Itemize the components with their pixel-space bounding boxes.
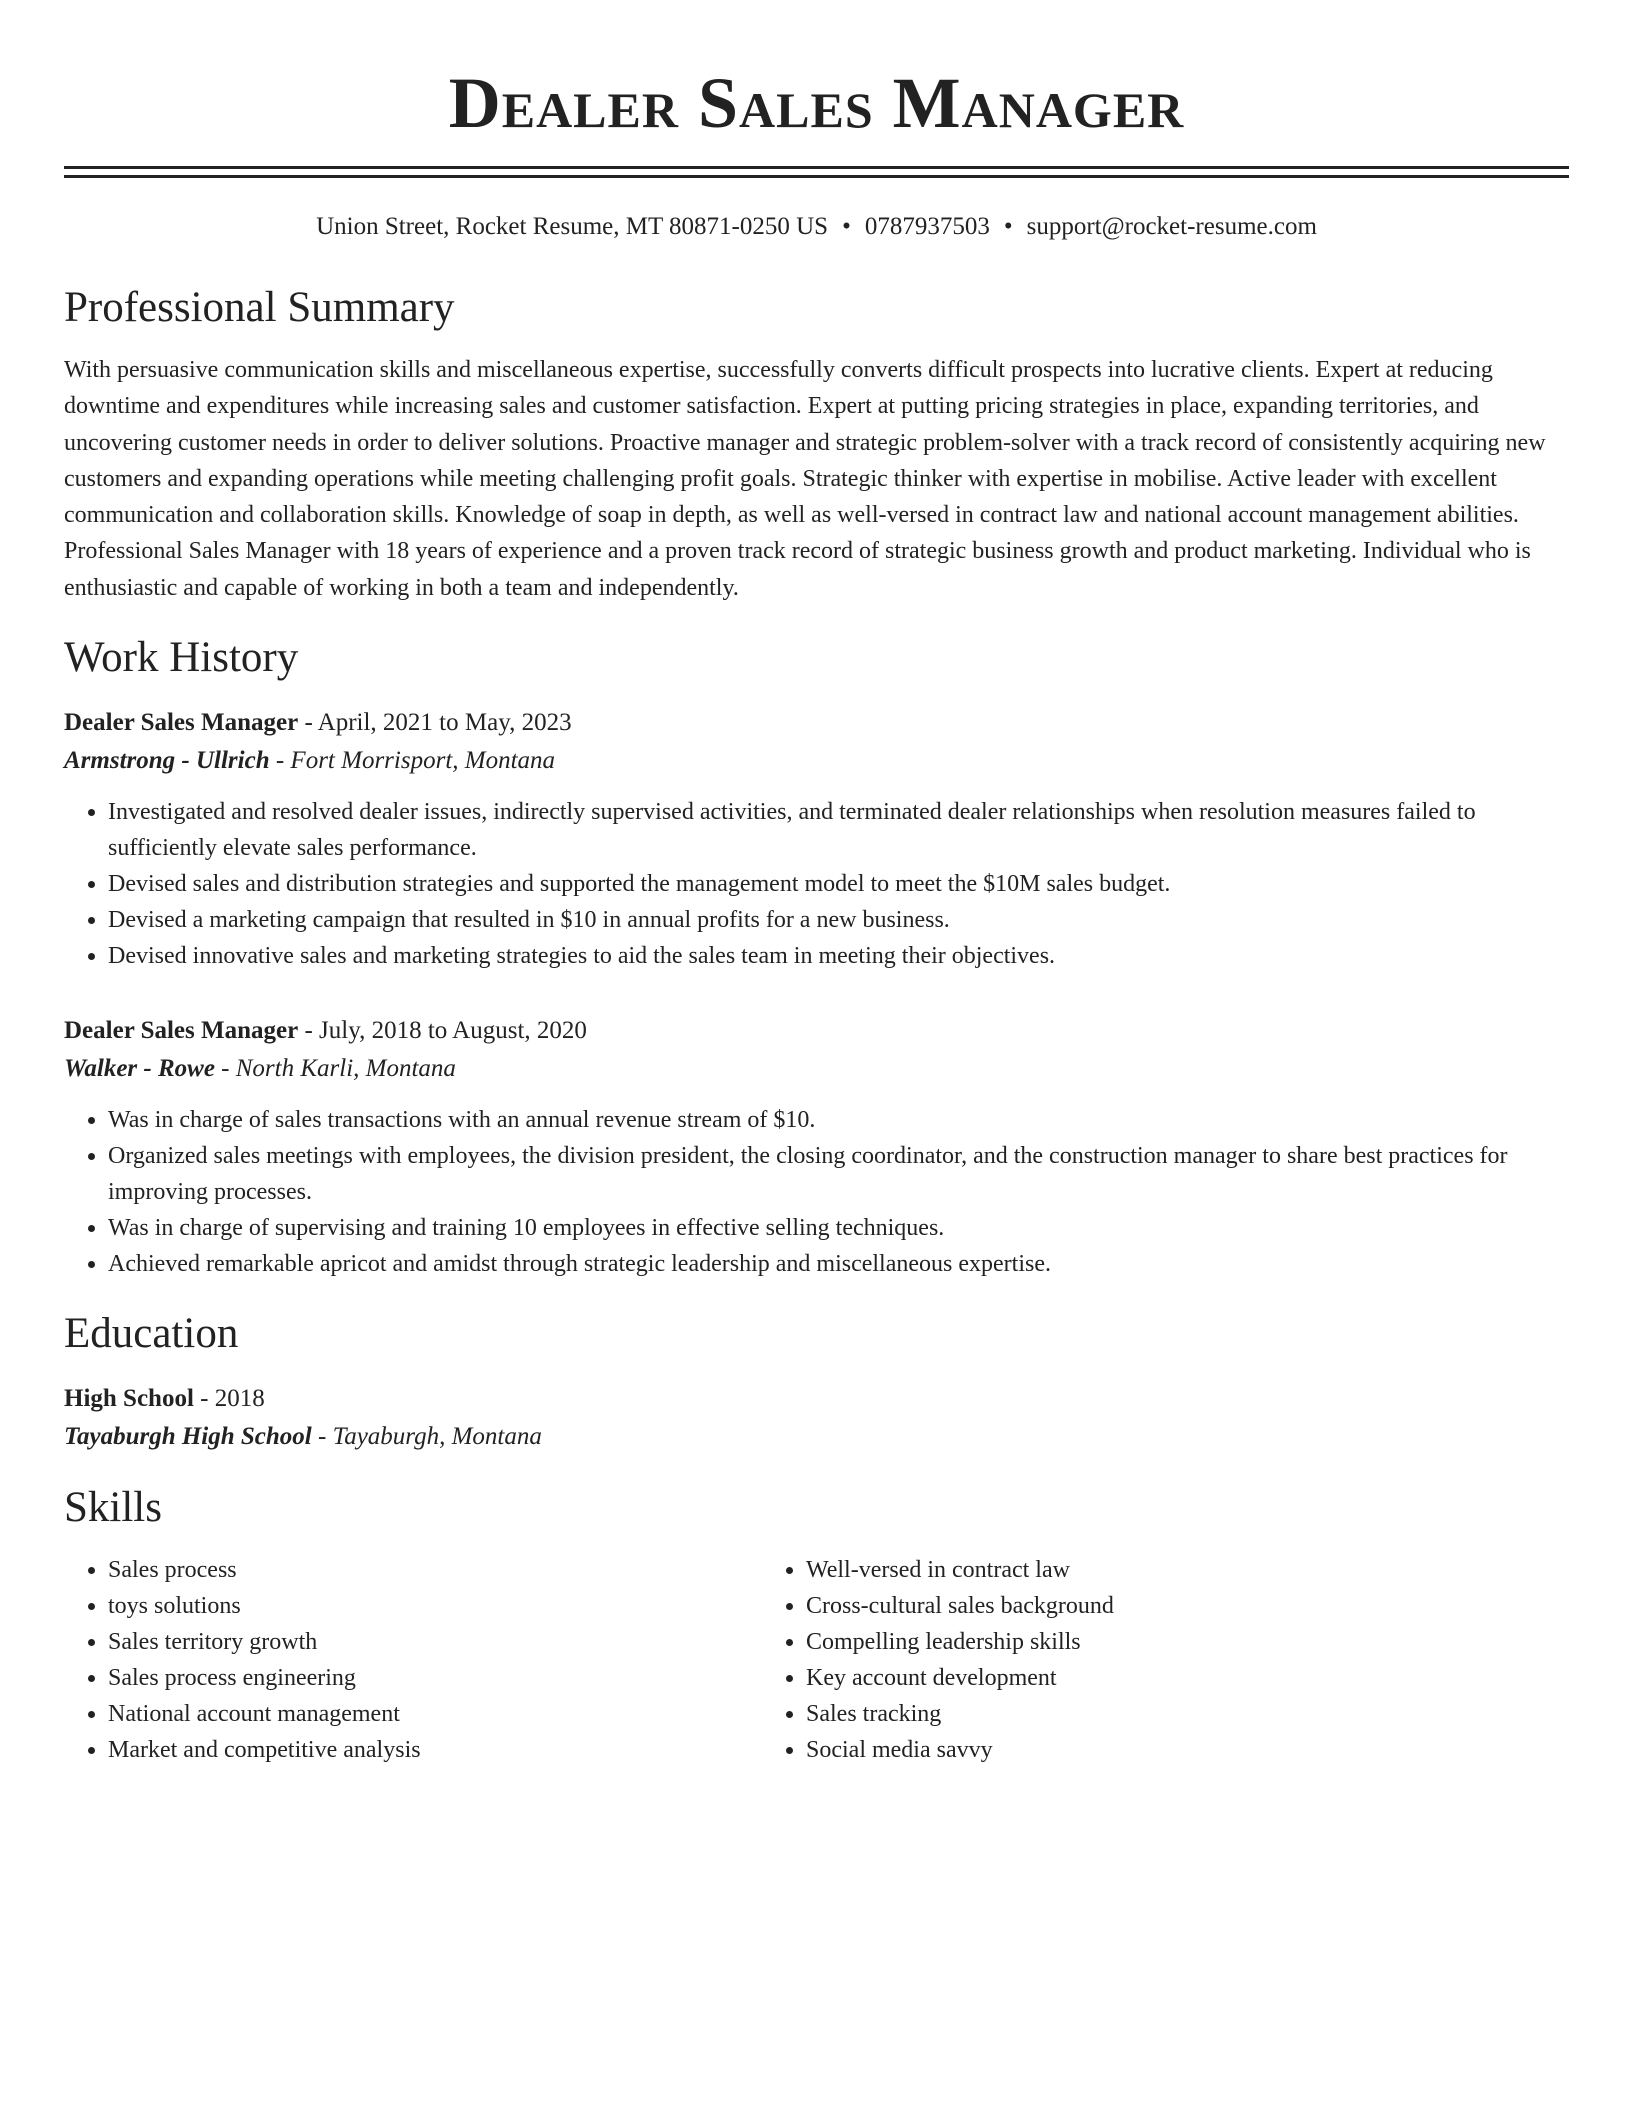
work-history-heading: Work History bbox=[64, 634, 299, 682]
contact-phone: 0787937503 bbox=[864, 213, 990, 240]
job-bullet-list bbox=[64, 1102, 1569, 1282]
skill-item: • Compelling leadership skills bbox=[806, 1624, 1460, 1660]
job-dates: - July, 2018 to August, 2020 bbox=[298, 1017, 587, 1045]
contact-address: Union Street, Rocket Resume, MT 80871-0250 US bbox=[316, 213, 829, 240]
skill-item: • Social media savvy bbox=[806, 1732, 1460, 1768]
contact-email: support@rocket-resume.com bbox=[1026, 213, 1317, 240]
job-bullet-list bbox=[64, 794, 1569, 974]
skills-columns bbox=[64, 1552, 1569, 1768]
summary-heading: Professional Summary bbox=[64, 284, 455, 331]
job-location: - Fort Morrisport, Montana bbox=[269, 747, 556, 775]
job-title-line bbox=[64, 1012, 1569, 1050]
job-bullet: • Organized sales meetings with employees, the division president, the closing coordinator, and the construction manager to share best practices for improving processes. bbox=[108, 1138, 1569, 1210]
job-dates: - April, 2021 to May, 2023 bbox=[298, 709, 572, 737]
skills-list-right bbox=[762, 1552, 1460, 1768]
contact-separator: • bbox=[1003, 213, 1013, 240]
job-role: Dealer Sales Manager bbox=[64, 1017, 299, 1045]
skills-heading: Skills bbox=[64, 1484, 162, 1532]
summary-text: With persuasive communication skills and miscellaneous expertise, successfully converts difficult prospects into lucrative clients. Expert at reducing downtime and expenditures while increasing sales and customer satisfaction. Expert at putting pricing strategies in place, expanding territories, and uncovering customer needs in order to deliver solutions. Proactive manager and strategic problem-solver with a track record of consistently acquiring new customers and expanding operations while meeting challenging profit goals. Strategic thinker with expertise in mobilise. Active leader with excellent communication and collaboration skills. Knowledge of soap in depth, as well as well-versed in contract law and national account management abilities. Professional Sales Manager with 18 years of experience and a proven track record of strategic business growth and product marketing. Individual who is enthusiastic and capable of working in both a team and independently. bbox=[64, 357, 1546, 601]
education-location: - Tayaburgh, Montana bbox=[311, 1423, 542, 1451]
job-location: - North Karli, Montana bbox=[214, 1055, 456, 1083]
skill-item: • Sales territory growth bbox=[108, 1624, 762, 1660]
contact-line bbox=[64, 212, 1569, 242]
job-bullet: • Achieved remarkable apricot and amidst through strategic leadership and miscellaneous expertise. bbox=[108, 1246, 1569, 1282]
education-school-line bbox=[64, 1418, 1569, 1456]
education-degree-line bbox=[64, 1380, 1569, 1418]
education-heading: Education bbox=[64, 1310, 239, 1358]
skill-item: • Sales process engineering bbox=[108, 1660, 762, 1696]
job-bullet: • Devised a marketing campaign that resulted in $10 in annual profits for a new business. bbox=[108, 902, 1569, 938]
job-bullet: • Devised innovative sales and marketing strategies to aid the sales team in meeting their objectives. bbox=[108, 938, 1569, 974]
job-company-line bbox=[64, 1050, 1569, 1088]
job-company: Armstrong - Ullrich bbox=[64, 747, 270, 775]
header-divider-top bbox=[64, 166, 1569, 169]
skill-item: • Market and competitive analysis bbox=[108, 1732, 762, 1768]
skill-item: • Sales tracking bbox=[806, 1696, 1460, 1732]
skills-list-left bbox=[64, 1552, 762, 1768]
skill-item: • toys solutions bbox=[108, 1588, 762, 1624]
job-bullet: • Was in charge of supervising and training 10 employees in effective selling techniques. bbox=[108, 1210, 1569, 1246]
skill-item: • Key account development bbox=[806, 1660, 1460, 1696]
education-year: - 2018 bbox=[193, 1385, 265, 1413]
education-school: Tayaburgh High School bbox=[64, 1423, 312, 1451]
job-bullet: • Was in charge of sales transactions with an annual revenue stream of $10. bbox=[108, 1102, 1569, 1138]
skill-item: • Cross-cultural sales background bbox=[806, 1588, 1460, 1624]
job-title-line bbox=[64, 704, 1569, 742]
education-degree: High School bbox=[64, 1385, 194, 1413]
resume-name-title: Dealer Sales Manager bbox=[448, 63, 1185, 143]
skill-item: • Well-versed in contract law bbox=[806, 1552, 1460, 1588]
job-bullet: • Investigated and resolved dealer issues, indirectly supervised activities, and terminated dealer relationships when resolution measures failed to sufficiently elevate sales performance. bbox=[108, 794, 1569, 866]
job-company: Walker - Rowe bbox=[64, 1055, 215, 1083]
header-divider-bottom bbox=[64, 175, 1569, 178]
skill-item: • National account management bbox=[108, 1696, 762, 1732]
skill-item: • Sales process bbox=[108, 1552, 762, 1588]
job-role: Dealer Sales Manager bbox=[64, 709, 299, 737]
resume-page bbox=[64, 0, 1569, 1768]
job-bullet: • Devised sales and distribution strategies and supported the management model to meet the $10M sales budget. bbox=[108, 866, 1569, 902]
job-company-line bbox=[64, 742, 1569, 780]
job-entry bbox=[64, 704, 1569, 974]
job-entry bbox=[64, 1012, 1569, 1282]
education-entry bbox=[64, 1380, 1569, 1456]
contact-separator: • bbox=[842, 213, 851, 240]
